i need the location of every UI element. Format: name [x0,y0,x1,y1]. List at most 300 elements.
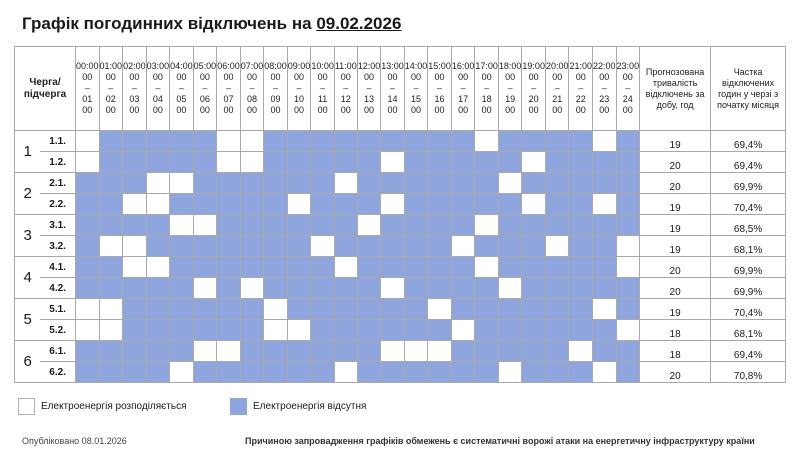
outage-hour-cell [123,215,147,236]
power-hour-cell [451,320,475,341]
hour-label-part: 00 [129,105,140,115]
duration-value: 20 [640,278,711,299]
hour-label-part: 16:00 [451,61,475,71]
outage-hour-cell [240,215,264,236]
power-hour-cell [569,341,593,362]
outage-hour-cell [404,194,428,215]
queue-number: 1 [15,131,41,173]
subqueue-row [15,194,786,215]
outage-hour-cell [522,131,546,152]
outage-hour-cell [569,299,593,320]
subqueue-label: 1.1. [40,131,75,152]
hour-label-part: 08 [246,94,257,104]
hour-label-part: 01 [82,94,93,104]
power-hour-cell [146,173,170,194]
hour-label-part: 21 [552,94,563,104]
outage-hour-cell [451,362,475,383]
outage-hour-cell [451,131,475,152]
hour-label-part: 00 [129,72,140,82]
outage-hour-cell [146,215,170,236]
hour-label-part: 00 [363,105,374,115]
hour-label-part: 00 [223,72,234,82]
outage-hour-cell [616,215,640,236]
outage-hour-cell [545,215,569,236]
hour-label-part: 00 [505,72,516,82]
outage-hour-cell [545,131,569,152]
outage-hour-cell [498,152,522,173]
subqueue-label: 6.2. [40,362,75,383]
hour-label-part: 20:00 [545,61,569,71]
outage-hour-cell [357,173,381,194]
subqueue-label: 2.2. [40,194,75,215]
power-hour-cell [99,299,123,320]
hour-label-part: 17 [458,94,469,104]
power-hour-cell [593,299,617,320]
outage-hour-cell [404,152,428,173]
outage-hour-cell [475,173,499,194]
outage-hour-cell [123,320,147,341]
hour-label-part: – [601,83,607,93]
outage-hour-cell [334,320,357,341]
outage-hour-cell [264,278,288,299]
hour-label-part: – [437,83,443,93]
outage-hour-cell [99,257,123,278]
hour-label-part: – [131,83,137,93]
outage-hour-cell [381,320,405,341]
hour-label-part: 00 [199,72,210,82]
outage-hour-cell [334,152,357,173]
power-hour-cell [334,257,357,278]
power-hour-cell [287,320,311,341]
outage-hour-cell [76,362,100,383]
hour-label-part: 00 [294,105,305,115]
duration-value: 19 [640,299,711,320]
outage-hour-cell [404,278,428,299]
outage-hour-cell [217,194,241,215]
duration-value: 18 [640,320,711,341]
outage-hour-cell [616,173,640,194]
outage-hour-cell [357,278,381,299]
hour-column-header [264,47,288,131]
hour-label-part: 00 [105,105,116,115]
outage-hour-cell [475,299,499,320]
hour-label-part: 00 [340,105,351,115]
hour-label-part: 00 [434,72,445,82]
page-title [22,14,401,34]
table-header-row [15,47,786,131]
outage-hour-cell [334,131,357,152]
outage-hour-cell [123,299,147,320]
hour-label-part: 10:00 [311,61,334,71]
outage-hour-cell [451,278,475,299]
outage-hour-cell [240,236,264,257]
hour-label-part: 00 [575,72,586,82]
power-hour-cell [381,194,405,215]
outage-hour-cell [451,299,475,320]
outage-hour-cell [123,152,147,173]
outage-hour-cell [193,236,217,257]
hour-label-part: – [578,83,584,93]
outage-hour-cell [569,362,593,383]
hour-label-part: 00 [434,105,445,115]
outage-hour-cell [287,173,311,194]
outage-hour-cell [240,194,264,215]
hour-label-part: 00 [411,72,422,82]
power-hour-cell [334,173,357,194]
percent-value: 69,9% [711,173,786,194]
power-hour-cell [475,131,499,152]
outage-hour-cell [404,173,428,194]
percent-column-header: Частка відключених годин у черзі з початку місяця [711,47,786,131]
outage-hour-cell [569,152,593,173]
power-hour-cell [311,236,335,257]
outage-hour-cell [357,131,381,152]
hour-label-part: 00 [481,72,492,82]
outage-hour-cell [593,173,617,194]
hour-label-part: 00 [246,105,257,115]
hour-label-part: 00 [363,72,374,82]
outage-hour-cell [287,362,311,383]
power-hour-cell [193,215,217,236]
outage-hour-cell [146,131,170,152]
hour-column-header [593,47,617,131]
outage-hour-cell [99,152,123,173]
outage-hour-cell [240,341,264,362]
queue-number: 2 [15,173,41,215]
outage-hour-cell [193,320,217,341]
hour-column-header [76,47,100,131]
outage-hour-cell [381,173,405,194]
hour-label-part: 07:00 [240,61,264,71]
hour-label-part: 00 [575,105,586,115]
outage-hour-cell [170,299,194,320]
outage-hour-cell [428,257,452,278]
duration-column-header: Прогнозована тривалість відключень за добу, год [640,47,711,131]
power-hour-cell [334,362,357,383]
outage-hour-cell [451,215,475,236]
hour-label-part: 00 [270,105,281,115]
outage-hour-cell [569,236,593,257]
subqueue-label: 3.2. [40,236,75,257]
hour-label-part: 00 [411,105,422,115]
hour-label-part: 16 [434,94,445,104]
outage-hour-cell [311,194,335,215]
outage-hour-cell [217,236,241,257]
hour-column-header [99,47,123,131]
outage-hour-cell [311,362,335,383]
outage-hour-cell [404,236,428,257]
subqueue-label: 5.2. [40,320,75,341]
hour-label-part: 00 [599,105,610,115]
percent-value: 68,1% [711,320,786,341]
outage-hour-cell [287,215,311,236]
outage-hour-cell [381,257,405,278]
outage-hour-cell [146,299,170,320]
hour-column-header [381,47,405,131]
title-prefix: Графік погодинних відключень на [22,14,312,33]
hour-label-part: 00 [552,105,563,115]
power-hour-cell [217,131,241,152]
hour-label-part: 01:00 [99,61,123,71]
outage-hour-cell [217,257,241,278]
power-hour-cell [99,320,123,341]
power-hour-cell [193,341,217,362]
hour-label-part: – [366,83,372,93]
power-hour-cell [616,257,640,278]
hour-label-part: 15 [411,94,422,104]
outage-hour-cell [264,215,288,236]
outage-hour-cell [428,278,452,299]
subqueue-row [15,362,786,383]
hour-column-header [357,47,381,131]
hour-label-part: 00 [528,72,539,82]
outage-hour-cell [264,131,288,152]
hour-label-part: – [225,83,231,93]
hour-label-part: – [202,83,208,93]
hour-label-part: 17:00 [475,61,498,71]
power-hour-cell [123,257,147,278]
power-hour-cell [170,215,194,236]
hour-label-part: 04 [152,94,163,104]
outage-hour-cell [381,299,405,320]
hour-label-part: – [273,83,279,93]
outage-hour-cell [616,341,640,362]
outage-hour-cell [123,278,147,299]
hour-label-part: 00 [82,105,93,115]
outage-hour-cell [146,341,170,362]
outage-hour-cell [311,173,335,194]
outage-hour-cell [264,173,288,194]
outage-hour-cell [146,236,170,257]
outage-hour-cell [498,320,522,341]
outage-hour-cell [593,152,617,173]
outage-hour-cell [76,257,100,278]
power-hour-cell [99,236,123,257]
hour-label-part: 19 [505,94,516,104]
power-hour-cell [146,257,170,278]
outage-hour-cell [404,362,428,383]
outage-hour-cell [334,194,357,215]
outage-hour-cell [311,131,335,152]
hour-column-header [240,47,264,131]
outage-hour-cell [311,257,335,278]
outage-hour-cell [498,215,522,236]
outage-hour-cell [428,362,452,383]
hour-label-part: 13 [363,94,374,104]
schedule-body [15,131,786,383]
outage-hour-cell [357,320,381,341]
outage-hour-cell [240,173,264,194]
outage-hour-cell [522,173,546,194]
outage-hour-cell [76,173,100,194]
outage-hour-cell [217,320,241,341]
outage-hour-cell [357,236,381,257]
hour-label-part: 08:00 [264,61,287,71]
subqueue-label: 4.2. [40,278,75,299]
outage-hour-cell [170,320,194,341]
outage-hour-cell [287,278,311,299]
outage-hour-cell [170,131,194,152]
outage-hour-cell [264,194,288,215]
outage-hour-cell [287,341,311,362]
outage-hour-cell [240,299,264,320]
queue-number: 3 [15,215,41,257]
power-hour-cell [240,131,264,152]
outage-hour-cell [99,341,123,362]
outage-hour-cell [569,278,593,299]
outage-hour-cell [522,341,546,362]
power-hour-cell [193,278,217,299]
outage-hour-cell [99,131,123,152]
outage-hour-cell [522,362,546,383]
power-hour-cell [451,236,475,257]
hour-column-header [146,47,170,131]
hour-column-header [217,47,241,131]
outage-hour-cell [311,278,335,299]
hour-label-part: 07 [223,94,234,104]
outage-hour-cell [475,341,499,362]
hour-column-header [193,47,217,131]
power-hour-cell [264,320,288,341]
outage-hour-cell [334,215,357,236]
hour-label-part: – [484,83,490,93]
outage-hour-cell [404,299,428,320]
hour-column-header [334,47,357,131]
outage-hour-cell [475,362,499,383]
percent-value: 70,4% [711,194,786,215]
outage-hour-cell [146,320,170,341]
hour-label-part: 03:00 [146,61,170,71]
outage-hour-cell [381,215,405,236]
hour-label-part: 00 [599,72,610,82]
outage-hour-cell [569,257,593,278]
subqueue-label: 5.1. [40,299,75,320]
power-hour-cell [522,194,546,215]
hour-column-header [475,47,499,131]
percent-value: 69,4% [711,152,786,173]
outage-hour-cell [545,341,569,362]
outage-hour-cell [451,152,475,173]
outage-hour-cell [99,278,123,299]
outage-hour-cell [334,299,357,320]
outage-hour-cell [522,299,546,320]
hour-column-header [311,47,335,131]
outage-hour-cell [193,362,217,383]
outage-hour-cell [193,194,217,215]
outage-hour-cell [498,194,522,215]
hour-label-part: 00 [622,105,633,115]
outage-hour-cell [451,194,475,215]
outage-hour-cell [76,341,100,362]
outage-hour-cell [123,131,147,152]
hour-label-part: 02 [105,94,116,104]
outage-hour-cell [217,215,241,236]
power-hour-cell [264,299,288,320]
power-hour-cell [76,320,100,341]
outage-hour-cell [334,341,357,362]
outage-hour-cell [287,257,311,278]
power-on-label: Електроенергія розподіляється [41,401,187,412]
hour-label-part: 23:00 [616,61,640,71]
outage-hour-cell [545,152,569,173]
hour-label-part: 00 [246,72,257,82]
outage-hour-cell [76,215,100,236]
outage-hour-cell [428,215,452,236]
outage-hour-cell [593,236,617,257]
power-hour-cell [381,278,405,299]
hour-label-part: 12 [340,94,351,104]
subqueue-label: 1.2. [40,152,75,173]
outage-hour-cell [404,257,428,278]
outage-hour-cell [545,362,569,383]
outage-hour-cell [381,131,405,152]
hour-column-header [123,47,147,131]
hour-label-part: 03 [129,94,140,104]
outage-hour-cell [498,236,522,257]
outage-hour-cell [593,278,617,299]
queue-column-header: Черга/ підчерга [15,47,76,131]
outage-hour-cell [357,299,381,320]
outage-hour-cell [311,341,335,362]
outage-hour-cell [593,215,617,236]
hour-label-part: 00:00 [76,61,99,71]
outage-hour-cell [381,362,405,383]
power-hour-cell [357,215,381,236]
outage-hour-cell [334,236,357,257]
outage-hour-cell [475,278,499,299]
outage-hour-cell [428,236,452,257]
queue-number: 4 [15,257,41,299]
power-hour-cell [217,341,241,362]
outage-hour-cell [311,320,335,341]
outage-hour-cell [193,131,217,152]
percent-value: 69,4% [711,131,786,152]
percent-value: 69,9% [711,257,786,278]
hour-column-header [451,47,475,131]
power-hour-cell [475,257,499,278]
queue-number: 5 [15,299,41,341]
outage-hour-cell [76,194,100,215]
power-hour-cell [170,362,194,383]
outage-hour-cell [99,194,123,215]
hour-label-part: 05:00 [193,61,217,71]
hour-label-part: – [155,83,161,93]
hour-label-part: 05 [176,94,187,104]
hour-column-header [545,47,569,131]
outage-hour-cell [545,320,569,341]
hour-label-part: 21:00 [569,61,593,71]
queue-number: 6 [15,341,41,383]
outage-hour-cell [545,173,569,194]
percent-value: 70,4% [711,299,786,320]
hour-label-part: – [389,83,395,93]
hour-label-part: 09 [270,94,281,104]
outage-hour-cell [569,173,593,194]
outage-hour-cell [498,131,522,152]
subqueue-row [15,236,786,257]
hour-label-part: 11:00 [334,61,357,71]
outage-hour-cell [193,173,217,194]
outage-hour-cell [522,236,546,257]
percent-value: 68,1% [711,236,786,257]
hour-label-part: 00 [552,72,563,82]
outage-hour-cell [428,131,452,152]
duration-value: 18 [640,341,711,362]
outage-hour-cell [404,215,428,236]
hour-label-part: – [343,83,349,93]
duration-value: 19 [640,236,711,257]
outage-hour-cell [545,257,569,278]
